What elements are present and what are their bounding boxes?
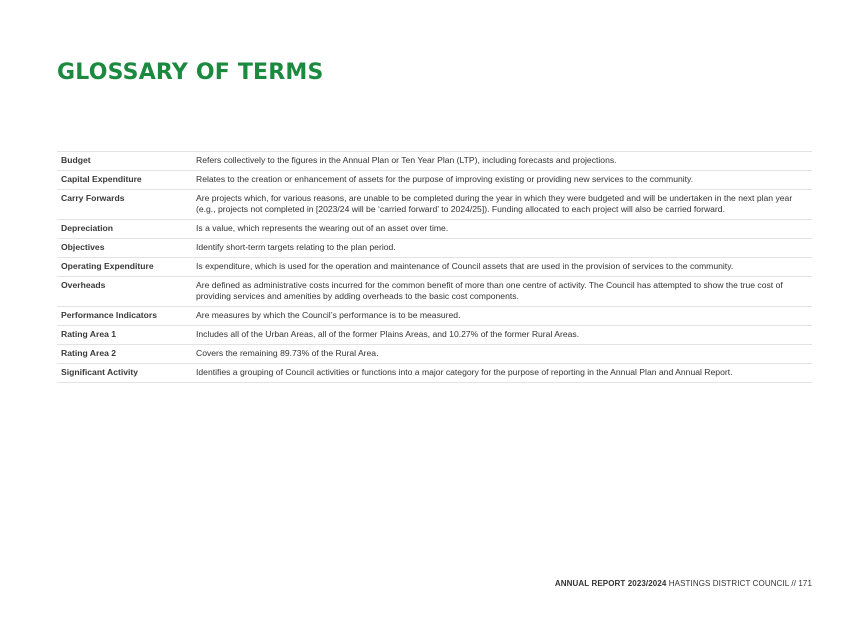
- glossary-definition: Identifies a grouping of Council activities or functions into a major category for the purpose of reporting in the Annual Plan and Annual Report.: [196, 367, 733, 377]
- glossary-term: Overheads: [61, 280, 106, 290]
- glossary-row: [57, 277, 812, 307]
- glossary-term: Capital Expenditure: [61, 174, 142, 184]
- glossary-row: [57, 364, 812, 383]
- glossary-term: Depreciation: [61, 223, 114, 233]
- glossary-row: [57, 190, 812, 220]
- glossary-row: [57, 171, 812, 190]
- glossary-row: [57, 152, 812, 171]
- footer-council-page: HASTINGS DISTRICT COUNCIL // 171: [668, 579, 812, 588]
- glossary-term: Budget: [61, 155, 91, 165]
- glossary-definition: Refers collectively to the figures in the Annual Plan or Ten Year Plan (LTP), including forecasts and projections.: [196, 155, 617, 165]
- footer-report-title: ANNUAL REPORT 2023/2024: [554, 579, 667, 588]
- glossary-row: [57, 326, 812, 345]
- glossary-definition: Identify short-term targets relating to the plan period.: [196, 242, 396, 252]
- glossary-row: [57, 258, 812, 277]
- glossary-row: [57, 345, 812, 364]
- glossary-table: [57, 151, 812, 383]
- glossary-term: Performance Indicators: [61, 310, 157, 320]
- glossary-term: Operating Expenditure: [61, 261, 154, 271]
- glossary-definition: Are defined as administrative costs incurred for the common benefit of more than one centre of activity. The Council has attempted to show the true cost of providing services and amenities by adding overheads to the basic cost components.: [196, 280, 783, 301]
- glossary-definition: Relates to the creation or enhancement of assets for the purpose of improving existing or providing new services to the community.: [196, 174, 694, 184]
- glossary-definition: Includes all of the Urban Areas, all of the former Plains Areas, and 10.27% of the former Rural Areas.: [196, 329, 580, 339]
- glossary-term: Objectives: [61, 242, 105, 252]
- glossary-definition: Is expenditure, which is used for the operation and maintenance of Council assets that are used in the provision of services to the community.: [196, 261, 734, 271]
- glossary-row: [57, 239, 812, 258]
- glossary-term: Significant Activity: [61, 367, 139, 377]
- glossary-definition: Are projects which, for various reasons, are unable to be completed during the year in which they were budgeted and will be undertaken in the next plan year (e.g., projects not completed in [2023/24 will be ‘carried forward’ to 2024/25]). Funding allocated to each project will also be carried forward.: [196, 193, 793, 214]
- glossary-row: [57, 220, 812, 239]
- glossary-row: [57, 307, 812, 326]
- glossary-definition: Are measures by which the Council’s performance is to be measured.: [196, 310, 461, 320]
- page-title: GLOSSARY OF TERMS: [57, 60, 324, 85]
- glossary-term: Carry Forwards: [61, 193, 125, 203]
- page-footer: [555, 579, 812, 588]
- glossary-definition: Is a value, which represents the wearing out of an asset over time.: [196, 223, 449, 233]
- glossary-definition: Covers the remaining 89.73% of the Rural Area.: [196, 348, 379, 358]
- glossary-term: Rating Area 2: [61, 348, 117, 358]
- glossary-term: Rating Area 1: [61, 329, 117, 339]
